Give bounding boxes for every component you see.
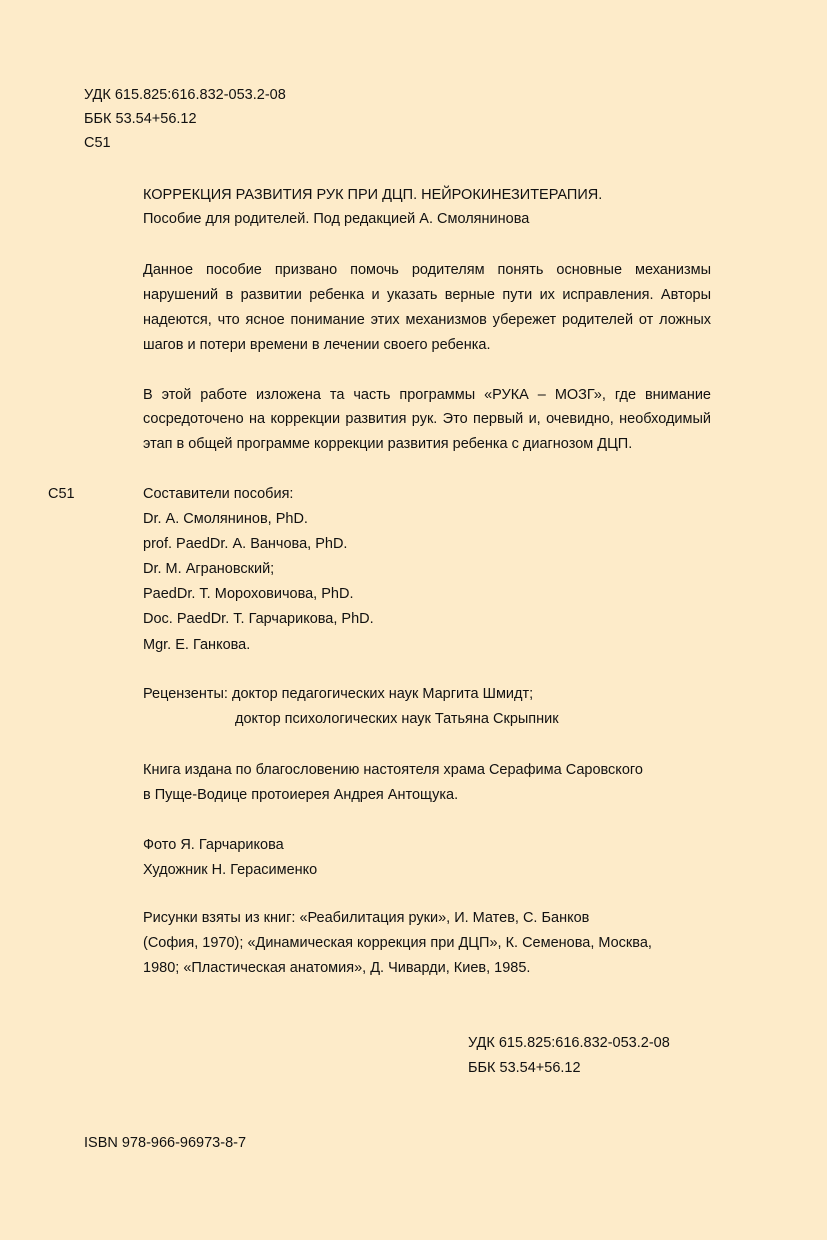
paragraph-line: Данное пособие призвано помочь родителям понять основные механизмы xyxy=(143,262,711,278)
compiler-name: Mgr. Е. Ганкова. xyxy=(143,637,251,653)
paragraph-line: шагов и потери времени в лечении своего ребенка. xyxy=(143,337,491,353)
artist-credit: Художник Н. Герасименко xyxy=(143,862,318,878)
bbk-code: ББК 53.54+56.12 xyxy=(84,111,197,127)
paragraph-line: этап в общей программе коррекции развития ребенка с диагнозом ДЦП. xyxy=(143,436,633,452)
compiler-name: prof. PaedDr. А. Ванчова, PhD. xyxy=(143,536,348,552)
compiler-name: Doc. PaedDr. Т. Гарчарикова, PhD. xyxy=(143,611,374,627)
author-mark: С51 xyxy=(84,135,111,151)
compiler-name: Dr. М. Аграновский; xyxy=(143,561,275,577)
figures-source-line: 1980; «Пластическая анатомия», Д. Чиварди, Киев, 1985. xyxy=(143,960,531,976)
book-subtitle: Пособие для родителей. Под редакцией А. Смолянинова xyxy=(143,211,530,227)
isbn: ISBN 978-966-96973-8-7 xyxy=(84,1135,247,1151)
blessing-line: в Пуще-Водице протоиерея Андрея Антощука. xyxy=(143,787,459,803)
side-author-mark: С51 xyxy=(48,486,75,502)
footer-udk-code: УДК 615.825:616.832-053.2-08 xyxy=(468,1035,670,1051)
paragraph-line: надеются, что ясное понимание этих механизмов убережет родителей от ложных xyxy=(143,312,711,328)
footer-bbk-code: ББК 53.54+56.12 xyxy=(468,1060,581,1076)
compilers-label: Составители пособия: xyxy=(143,486,294,502)
compiler-name: PaedDr. Т. Мороховичова, PhD. xyxy=(143,586,354,602)
compiler-name: Dr. А. Смолянинов, PhD. xyxy=(143,511,308,527)
paragraph-line: нарушений в развитии ребенка и указать верные пути их исправления. Авторы xyxy=(143,287,711,303)
udk-code: УДК 615.825:616.832-053.2-08 xyxy=(84,87,286,103)
book-title: КОРРЕКЦИЯ РАЗВИТИЯ РУК ПРИ ДЦП. НЕЙРОКИНЕЗИТЕРАПИЯ. xyxy=(143,187,603,203)
blessing-line: Книга издана по благословению настоятеля храма Серафима Саровского xyxy=(143,762,643,778)
figures-source-line: Рисунки взяты из книг: «Реабилитация руки», И. Матев, С. Банков xyxy=(143,910,590,926)
figures-source-line: (София, 1970); «Динамическая коррекция при ДЦП», К. Семенова, Москва, xyxy=(143,935,652,951)
paragraph-line: В этой работе изложена та часть программы «РУКА – МОЗГ», где внимание xyxy=(143,387,711,403)
photo-credit: Фото Я. Гарчарикова xyxy=(143,837,284,853)
reviewer-line: доктор психологических наук Татьяна Скрыпник xyxy=(235,711,559,727)
paragraph-line: сосредоточено на коррекции развития рук. Это первый и, очевидно, необходимый xyxy=(143,411,711,427)
reviewer-line: Рецензенты: доктор педагогических наук Маргита Шмидт; xyxy=(143,686,534,702)
